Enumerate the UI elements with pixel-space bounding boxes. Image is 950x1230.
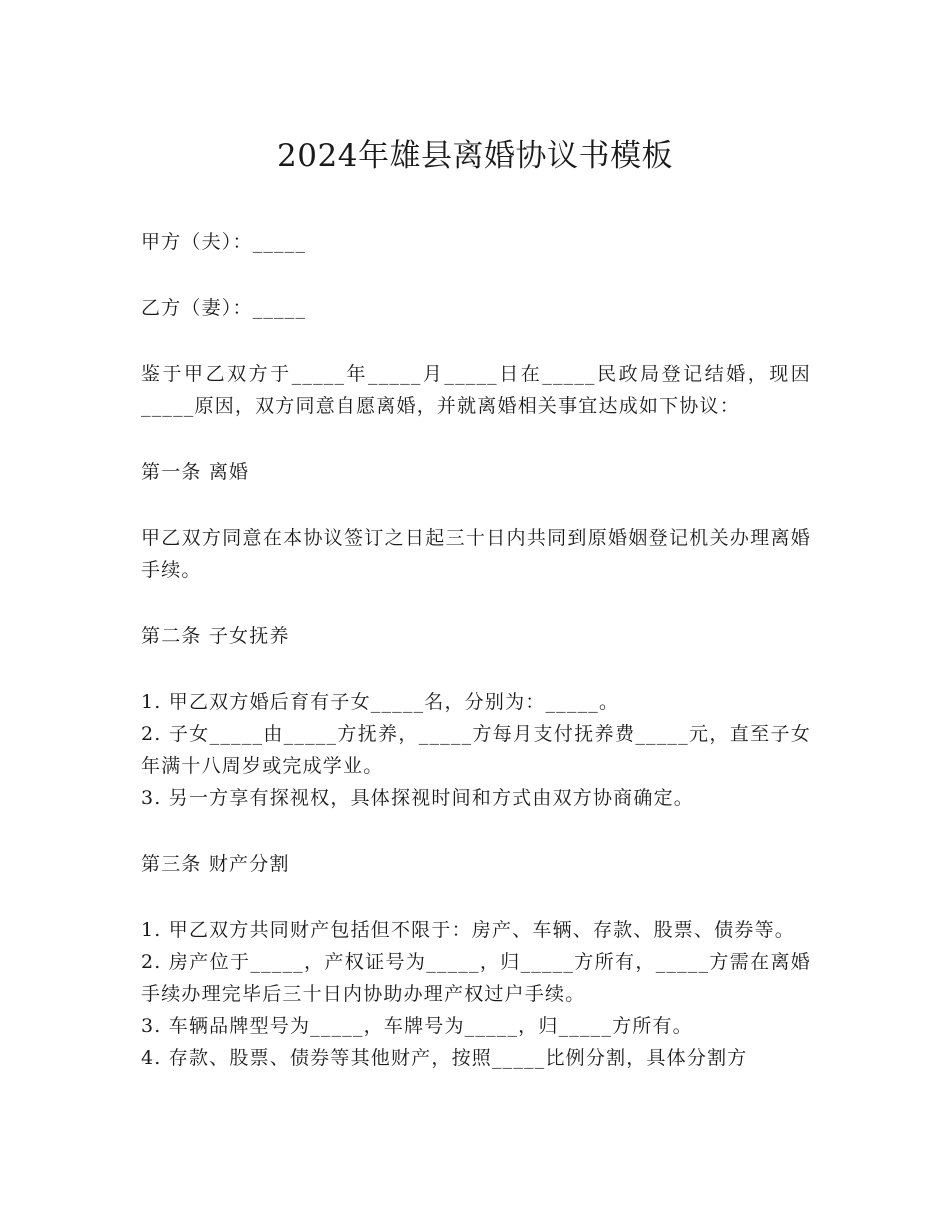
preamble-paragraph: 鉴于甲乙双方于_____年_____月_____日在_____民政局登记结婚，现因_____原因，双方同意自愿离婚，并就离婚相关事宜达成如下协议： [141, 363, 811, 417]
article-3-item-2: 2. 房产位于_____，产权证号为_____，归_____方所有，_____方需在离婚手续办理完毕后三十日内协助办理产权过户手续。 [141, 951, 811, 1005]
article-1-text: 甲乙双方同意在本协议签订之日起三十日内共同到原婚姻登记机关办理离婚手续。 [141, 527, 811, 581]
article-2-heading: 第二条 子女抚养 [141, 625, 290, 647]
article-3-item-3: 3. 车辆品牌型号为_____，车牌号为_____，归_____方所有。 [141, 1015, 693, 1037]
article-3-item-1: 1. 甲乙双方共同财产包括但不限于：房产、车辆、存款、股票、债券等。 [141, 919, 795, 941]
article-2-item-3: 3. 另一方享有探视权，具体探视时间和方式由双方协商确定。 [141, 787, 694, 809]
document-body [141, 226, 811, 1074]
party-a-line: 甲方（夫）：_____ [141, 231, 307, 253]
article-3-item-4: 4. 存款、股票、债券等其他财产，按照_____比例分割，具体分割方 [141, 1047, 748, 1069]
document-title: 2024年雄县离婚协议书模板 [277, 138, 673, 174]
article-2-item-1: 1. 甲乙双方婚后育有子女_____名，分别为：_____。 [141, 691, 620, 713]
article-2-item-2: 2. 子女_____由_____方抚养，_____方每月支付抚养费_____元，直至子女年满十八周岁或完成学业。 [141, 723, 811, 777]
party-b-line: 乙方（妻）：_____ [141, 297, 307, 319]
article-1-heading: 第一条 离婚 [141, 461, 250, 483]
article-3-heading: 第三条 财产分割 [141, 853, 290, 875]
